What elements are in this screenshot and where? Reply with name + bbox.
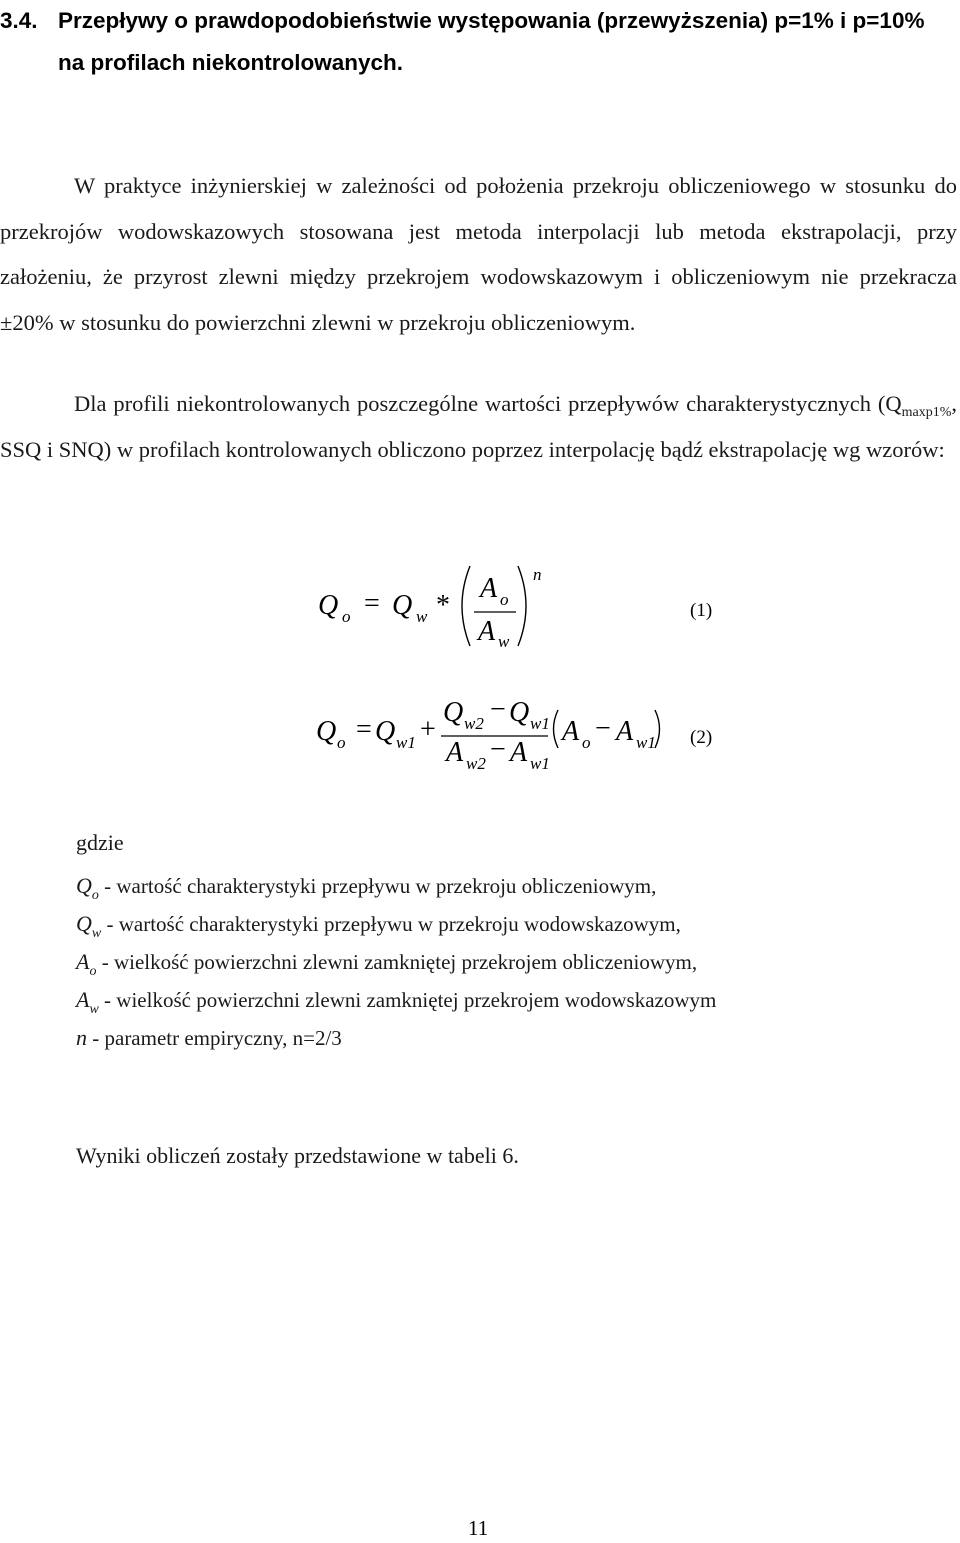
equation-2-number: (2): [690, 727, 713, 748]
equation-1-number: (1): [690, 600, 713, 621]
eq2-right-paren: [655, 710, 660, 748]
definitions-intro: gdzie: [76, 830, 124, 855]
definition-item: n - parametr empiryczny, n=2/3: [76, 1025, 342, 1050]
page-number: 11: [468, 1516, 489, 1540]
section-number: 3.4.: [0, 8, 38, 33]
section-title-line1: Przepływy o prawdopodobieństwie występowania (przewyższenia) p=1% i p=10%: [58, 8, 925, 33]
section-title-line2: na profilach niekontrolowanych.: [58, 50, 404, 75]
definition-item: $A_w$ - wielkość powierzchni zlewni zamkniętej przekrojem wodowskazowym: [76, 987, 717, 1017]
definition-item: $Q_o$ - wartość charakterystyki przepływu w przekroju obliczeniowym,: [76, 873, 657, 903]
definition-item: $Q_w$ - wartość charakterystyki przepływu w przekroju wodowskazowym,: [76, 911, 681, 941]
definition-item: $A_o$ - wielkość powierzchni zlewni zamkniętej przekrojem obliczeniowym,: [76, 949, 698, 979]
document-page: 3.4. Przepływy o prawdopodobieństwie występowania (przewyższenia) p=1% i p=10% na profilach niekontrolowanych. W praktyce inżynierskiej w zależności od położenia przekroju obliczeniowego w stosunku do przekrojów wodowskazowych stosowana jest metoda interpolacji lub metoda ekstrapolacji, przy założeniu, że przyrost zlewni między przekrojem wodowskazowym i obliczeniowym nie przekracza ±20% w stosunku do powierzchni zlewni w przekroju obliczeniowym. Dla profili niekontrolowanych poszczególne wartości przepływów charakterystycznych ($Q_{maxp1\%}$, SSQ i SNQ) w profilach kontrolowanych obliczono poprzez interpolację bądź ekstrapolację wg wzorów: Q o = Q w * A o A w n (1) Q o = Q w1 + Q w2 − Q w1 A w2 − A w1 A o − A w1 (2) gdzie $Q_o$ - wartość charakterystyki przepływu w przekroju obliczeniowym, $Q_w$ - wartość charakterystyki przepływu w przekroju wodowskazowym, $A_o$ - wielkość powierzchni zlewni zamkniętej przekrojem obliczeniowym, $A_w$ - wielkość powierzchni zlewni zamkniętej przekrojem wodowskazowym n - parametr empiryczny, n=2/3 Wyniki obliczeń zostały przedstawione w tabeli 6. 11: [0, 0, 960, 1543]
paragraph-intro: W praktyce inżynierskiej w zależności od położenia przekroju obliczeniowego w stosunku do przekrojów wodowskazowych stosowana jest metoda interpolacji lub metoda ekstrapolacji, przy założeniu, że przyrost zlewni między przekrojem wodowskazowym i obliczeniowym nie przekracza ±20% w stosunku do powierzchni zlewni w przekroju obliczeniowym.: [0, 173, 957, 335]
paragraph-method: Dla profili niekontrolowanych poszczególne wartości przepływów charakterystycznych ($Q_{maxp1\%}$, SSQ i SNQ) w profilach kontrolowanych obliczono poprzez interpolację bądź ekstrapolację wg wzorów:: [0, 391, 957, 462]
subscript-maxp1: maxp1%: [901, 405, 952, 420]
results-sentence: Wyniki obliczeń zostały przedstawione w tabeli 6.: [76, 1143, 519, 1168]
eq1-left-paren: [462, 566, 470, 646]
eq2-left-paren: [554, 710, 559, 748]
eq1-right-paren: [518, 566, 526, 646]
